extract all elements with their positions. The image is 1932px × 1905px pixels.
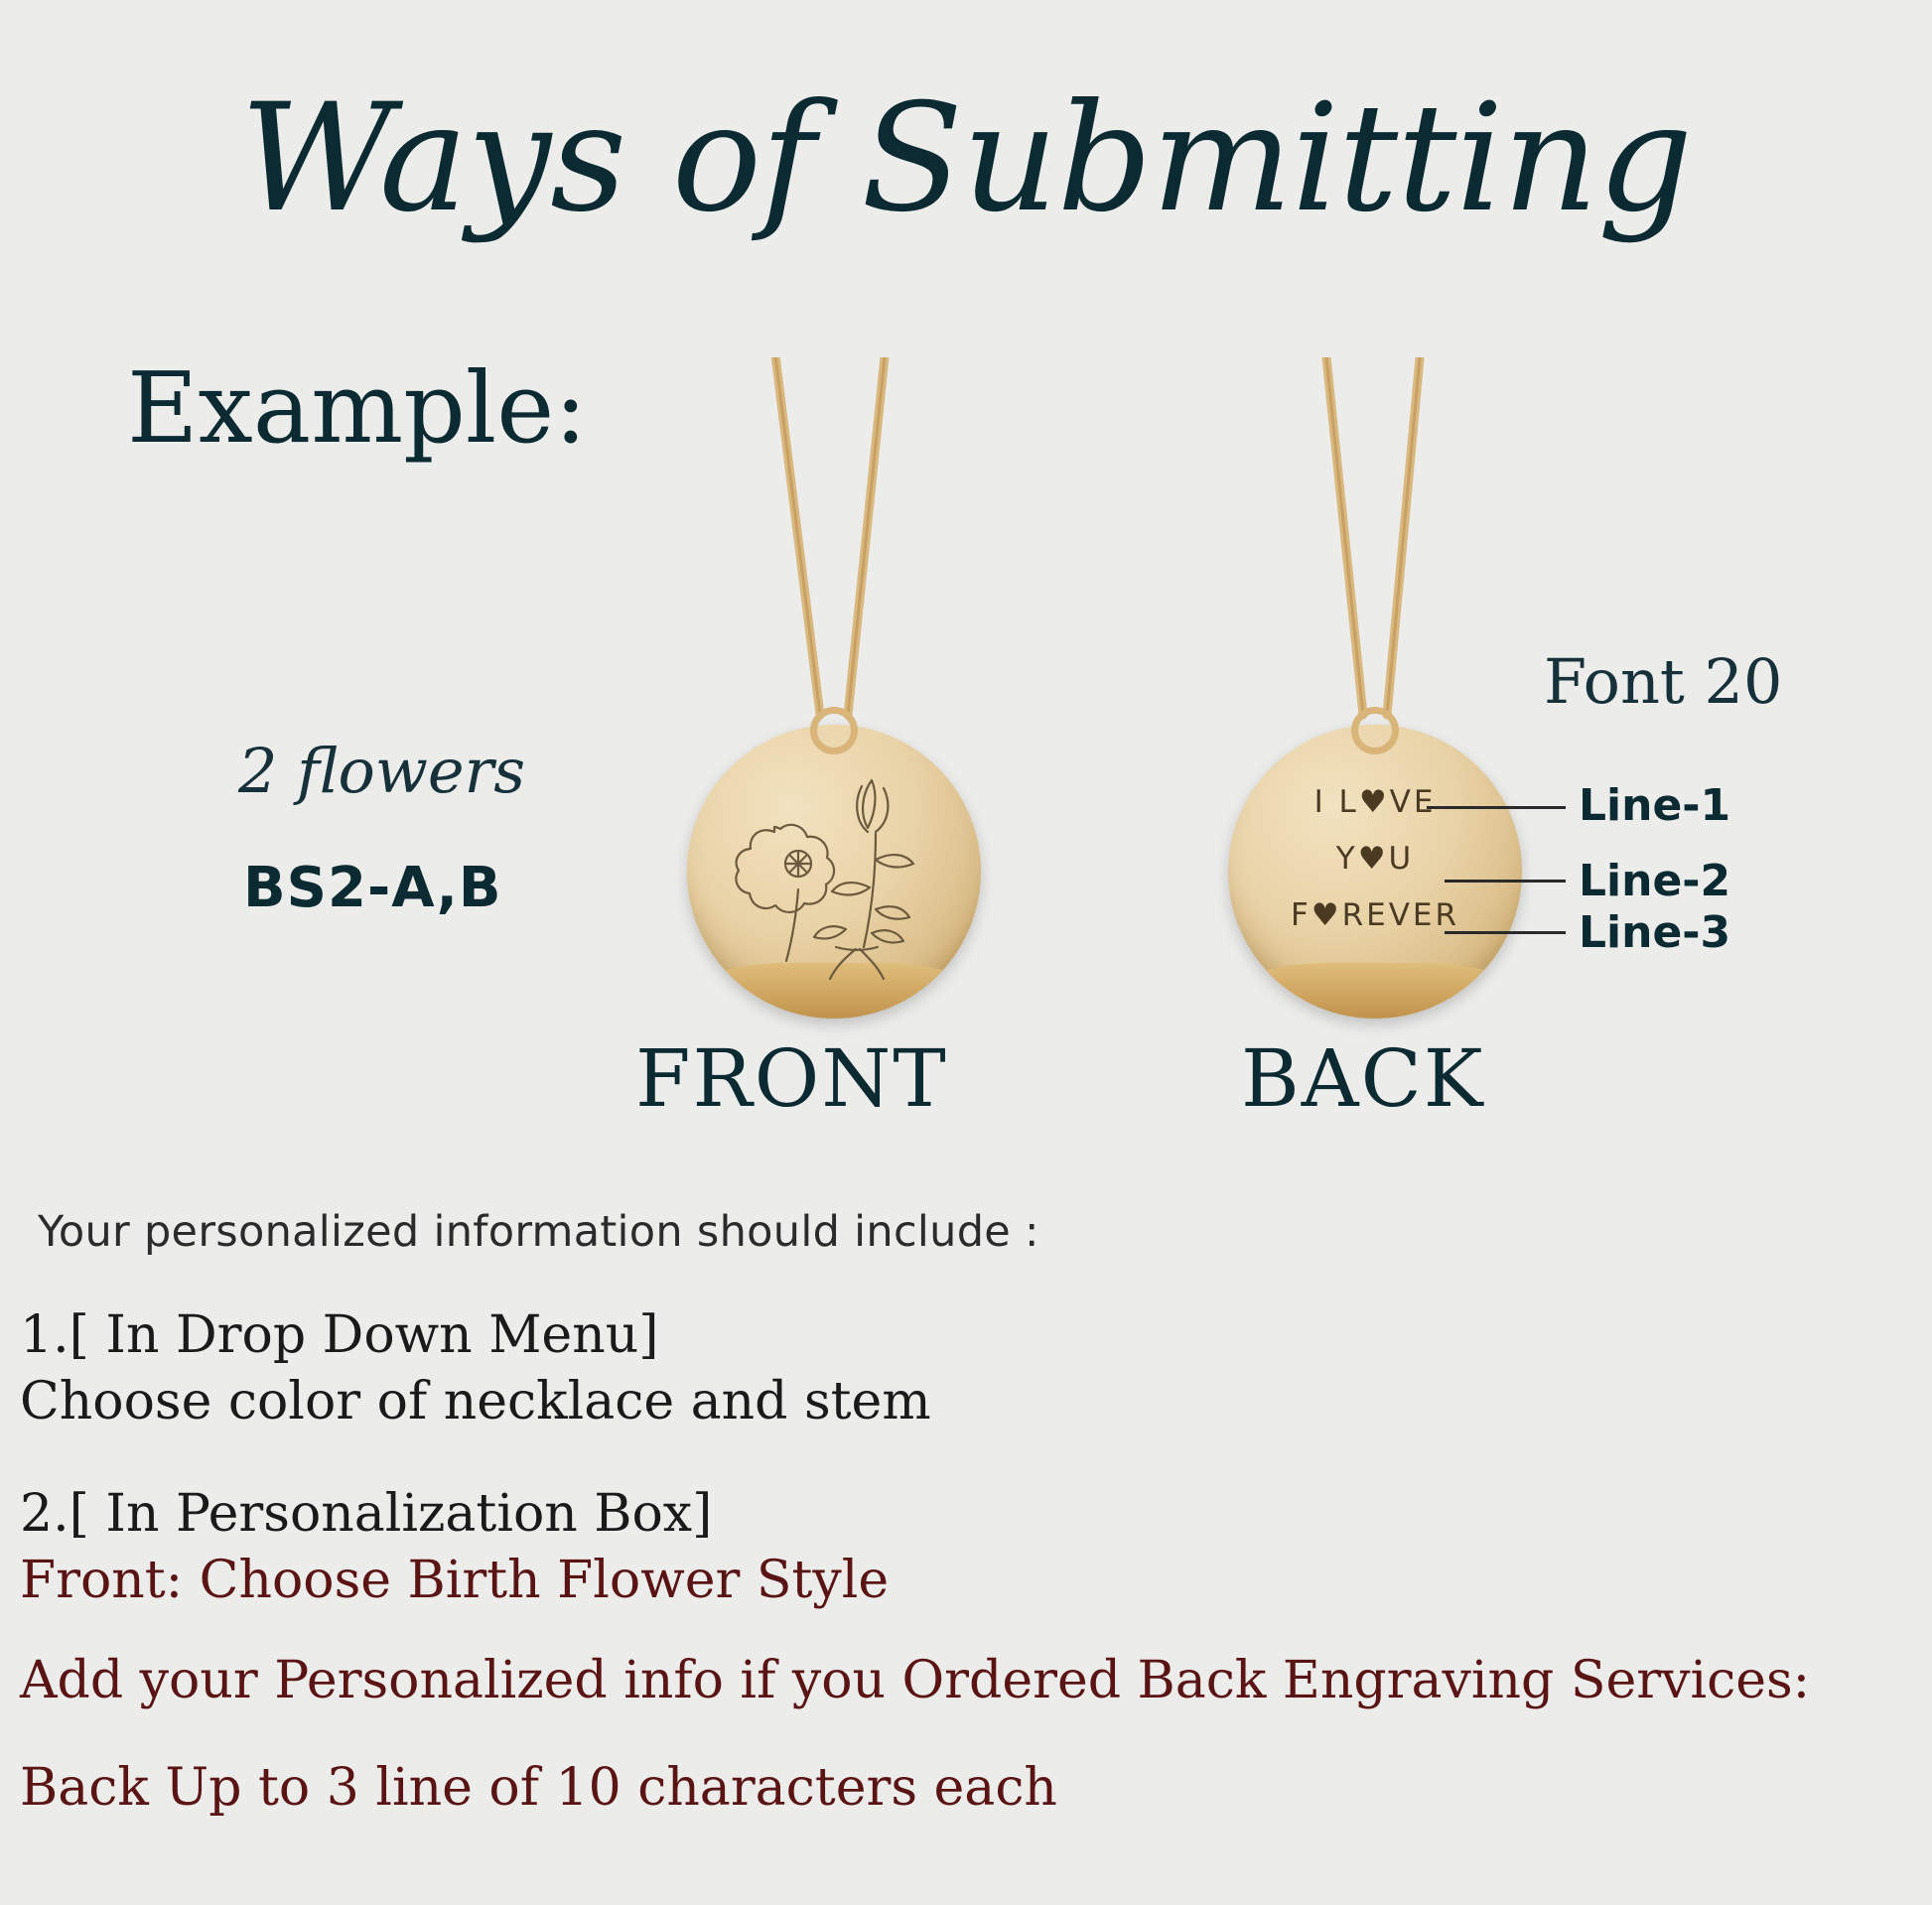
page-title: Ways of Submitting [239,72,1693,245]
engraving-note-1: Add your Personalized info if you Ordered Back Engraving Services: [20,1651,1811,1710]
birth-flower-engraving-icon [687,725,981,1019]
step-1-body: Choose color of necklace and stem [20,1371,931,1431]
necklace-front [625,357,1042,1052]
step-2-title: 2.[ In Personalization Box] [20,1484,713,1544]
style-code-label: BS2-A,B [243,856,502,920]
font-label: Font 20 [1544,645,1783,718]
callout-line-1: Line-1 [1579,780,1731,831]
callout-line-2: Line-2 [1579,856,1731,906]
necklace-back [1167,357,1584,1052]
step-1-title: 1.[ In Drop Down Menu] [20,1305,659,1365]
callout-line-3: Line-3 [1579,907,1731,958]
engraved-line-3: F♥REVER [1290,897,1460,933]
leader-line-2 [1445,880,1566,883]
engraved-line-1: I L♥VE [1313,784,1437,820]
step-2-body: Front: Choose Birth Flower Style [20,1550,890,1610]
bail-ring-back [1351,707,1399,754]
instructions-intro: Your personalized information should include : [38,1207,1039,1257]
engraving-note-2: Back Up to 3 line of 10 characters each [20,1758,1057,1818]
caption-front: FRONT [635,1032,948,1125]
instruction-step-1 [20,1302,931,1434]
engraved-line-2: Y♥U [1335,841,1415,877]
pendant-disc-front [687,725,981,1019]
bail-ring-front [810,707,858,754]
caption-back: BACK [1241,1032,1485,1125]
flower-count-label: 2 flowers [238,735,526,807]
example-label: Example: [127,352,588,466]
instruction-step-2 [20,1481,889,1613]
